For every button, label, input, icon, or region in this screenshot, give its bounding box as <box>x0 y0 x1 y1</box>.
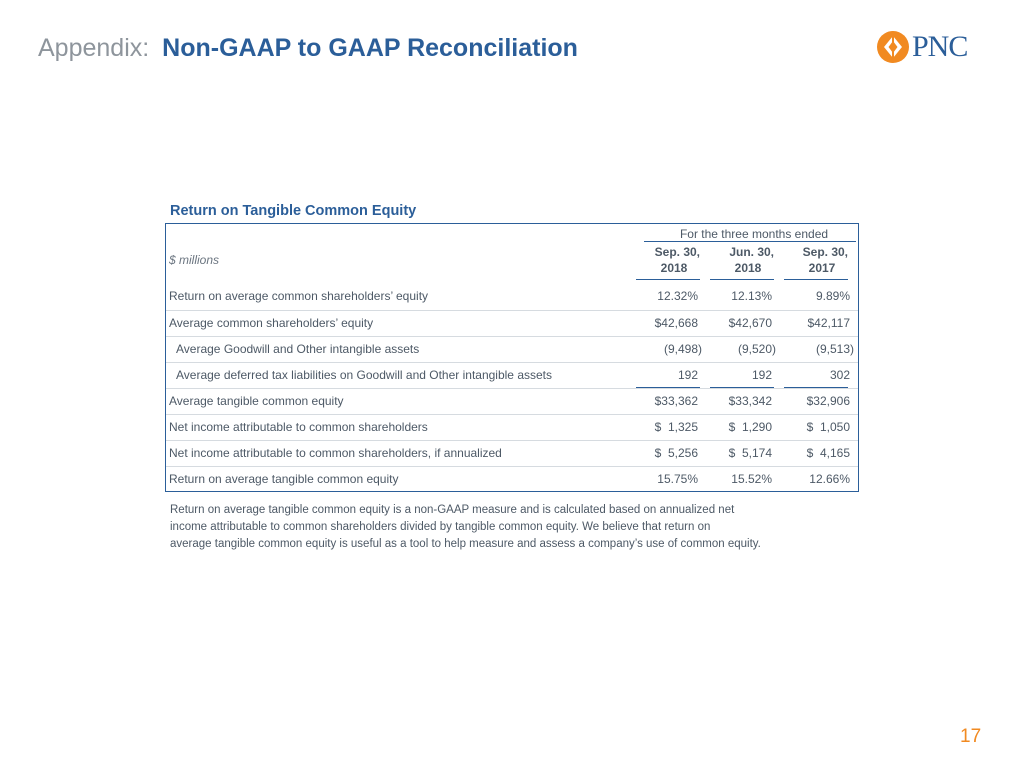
row-value: $42,668 <box>654 316 698 330</box>
row-value: $ 1,325 <box>654 420 698 434</box>
row-value: (9,520) <box>737 342 776 356</box>
table-row <box>166 466 858 492</box>
row-label: Average Goodwill and Other intangible assets <box>176 342 420 356</box>
column-header-rule <box>710 279 774 280</box>
row-label: Return on average tangible common equity <box>169 472 399 486</box>
row-value: 12.13% <box>731 289 772 303</box>
row-value: 15.75% <box>657 472 698 486</box>
footnote-line: income attributable to common shareholders divided by tangible common equity. We believe that return on <box>170 521 711 533</box>
header-prefix: Appendix: <box>38 34 150 62</box>
column-header-rule <box>636 279 700 280</box>
row-label: Average tangible common equity <box>169 394 344 408</box>
row-value: $32,906 <box>806 394 850 408</box>
page-title: Non-GAAP to GAAP Reconciliation <box>162 34 578 62</box>
table-row <box>166 310 858 336</box>
column-header-year: 2018 <box>734 261 762 275</box>
column-header-year: 2017 <box>808 261 836 275</box>
page-number: 17 <box>960 726 982 747</box>
row-value: $42,670 <box>728 316 772 330</box>
column-header-month: Jun. 30, <box>729 245 774 259</box>
column-header-year: 2018 <box>660 261 688 275</box>
reconciliation-table <box>165 223 859 492</box>
column-header <box>708 244 774 276</box>
row-label: Net income attributable to common shareholders, if annualized <box>169 446 502 460</box>
column-header-rule <box>784 279 848 280</box>
period-rule <box>644 241 856 242</box>
row-value: 9.89% <box>815 289 850 303</box>
units-label: $ millions <box>169 253 220 267</box>
column-header-month: Sep. 30, <box>654 245 700 259</box>
table-row <box>166 414 858 440</box>
row-value: 15.52% <box>731 472 772 486</box>
section-title: Return on Tangible Common Equity <box>170 203 417 219</box>
row-label: Average common shareholders’ equity <box>169 316 374 330</box>
pnc-logo <box>876 30 967 64</box>
pnc-logo-icon <box>876 30 910 64</box>
row-label: Return on average common shareholders’ equity <box>169 289 429 303</box>
row-value: (9,513) <box>815 342 854 356</box>
row-value: $ 4,165 <box>806 446 850 460</box>
row-value: $ 1,050 <box>806 420 850 434</box>
footnote <box>170 502 870 553</box>
row-value: $ 5,174 <box>728 446 772 460</box>
row-value: $33,342 <box>728 394 772 408</box>
footnote-line: average tangible common equity is useful as a tool to help measure and assess a company’s use of common equity. <box>170 538 761 550</box>
row-value: $42,117 <box>807 316 850 330</box>
row-value: $ 1,290 <box>728 420 772 434</box>
row-value: $33,362 <box>654 394 698 408</box>
row-label: Net income attributable to common shareholders <box>169 420 428 434</box>
row-label: Average deferred tax liabilities on Goodwill and Other intangible assets <box>176 368 552 382</box>
table-row <box>166 362 858 388</box>
period-label: For the three months ended <box>679 227 829 241</box>
row-value: (9,498) <box>663 342 702 356</box>
row-value: 302 <box>829 368 850 382</box>
column-header <box>782 244 848 276</box>
footnote-line: Return on average tangible common equity is a non-GAAP measure and is calculated based on annualized net <box>170 504 735 516</box>
row-value: 192 <box>677 368 698 382</box>
table-row <box>166 284 858 310</box>
page-header <box>38 34 578 63</box>
table-row <box>166 440 858 466</box>
table-row <box>166 336 858 362</box>
column-header <box>634 244 700 276</box>
row-value: $ 5,256 <box>654 446 698 460</box>
column-header-month: Sep. 30, <box>802 245 848 259</box>
row-value: 12.32% <box>657 289 698 303</box>
logo-text: PNC <box>912 30 968 63</box>
table-row <box>166 388 858 414</box>
row-value: 192 <box>751 368 772 382</box>
row-value: 12.66% <box>809 472 850 486</box>
